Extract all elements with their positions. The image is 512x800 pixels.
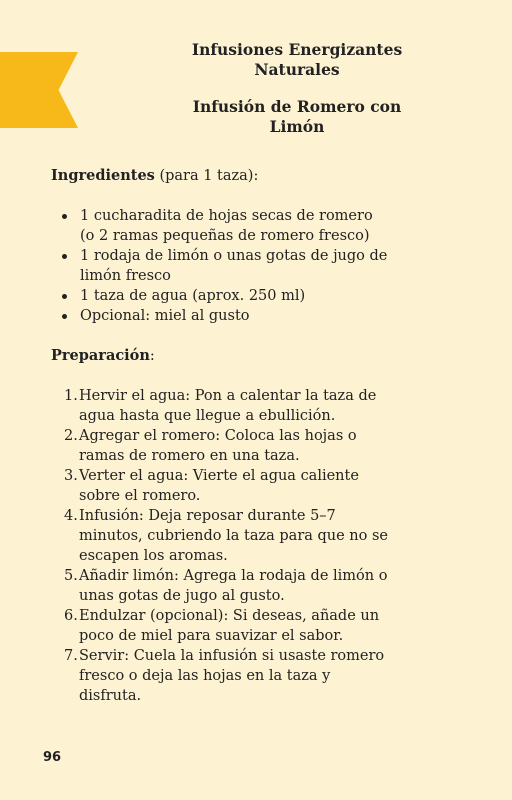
list-item	[51, 506, 391, 566]
preparation-heading	[51, 346, 391, 366]
list-item	[51, 606, 391, 646]
list-item	[51, 386, 391, 426]
preparation-label: Preparación	[51, 347, 150, 364]
bookmark-ribbon	[0, 52, 78, 128]
step-text: Añadir limón: Agrega la rodaja de limón o unas gotas de jugo al gusto.	[79, 568, 388, 604]
step-number: 7.	[64, 648, 78, 664]
step-text: Infusión: Deja reposar durante 5–7 minutos, cubriendo la taza para que no se escapen los aromas.	[79, 508, 389, 564]
list-item: 1 rodaja de limón o unas gotas de jugo de limón fresco	[51, 246, 391, 286]
step-number: 4.	[64, 508, 78, 524]
chapter-title	[110, 40, 484, 80]
recipe-title	[110, 97, 484, 137]
recipe-title-line1: Infusión de Romero con	[192, 97, 402, 116]
ingredients-qualifier: (para 1 taza):	[154, 168, 259, 184]
list-item: 1 taza de agua (aprox. 250 ml)	[51, 286, 391, 306]
ingredients-heading	[51, 166, 391, 186]
ingredients-label: Ingredientes	[51, 167, 155, 184]
step-text: Hervir el agua: Pon a calentar la taza de agua hasta que llegue a ebullición.	[79, 388, 377, 424]
list-item: 1 cucharadita de hojas secas de romero (o 2 ramas pequeñas de romero fresco)	[51, 206, 391, 246]
list-item	[51, 566, 391, 606]
step-number: 3.	[64, 468, 78, 484]
preparation-steps	[51, 386, 391, 706]
list-item: Opcional: miel al gusto	[51, 306, 391, 326]
step-text: Endulzar (opcional): Si deseas, añade un poco de miel para suavizar el sabor.	[79, 608, 380, 644]
chapter-title-line2: Naturales	[254, 60, 340, 79]
list-item	[51, 466, 391, 506]
step-text: Verter el agua: Vierte el agua caliente sobre el romero.	[79, 468, 359, 504]
step-number: 6.	[64, 608, 78, 624]
list-item	[51, 426, 391, 466]
recipe-title-line2: Limón	[269, 117, 325, 136]
preparation-colon: :	[149, 348, 155, 364]
step-number: 1.	[64, 388, 78, 404]
recipe-content	[51, 166, 391, 706]
step-number: 5.	[64, 568, 78, 584]
ingredients-list	[51, 206, 391, 326]
step-text: Agregar el romero: Coloca las hojas o ramas de romero en una taza.	[79, 428, 357, 464]
page-number: 96	[43, 750, 62, 765]
step-number: 2.	[64, 428, 78, 444]
page-header	[110, 40, 484, 137]
step-text: Servir: Cuela la infusión si usaste romero fresco o deja las hojas en la taza y disfruta.	[79, 648, 385, 704]
chapter-title-line1: Infusiones Energizantes	[191, 40, 403, 59]
list-item	[51, 646, 391, 706]
